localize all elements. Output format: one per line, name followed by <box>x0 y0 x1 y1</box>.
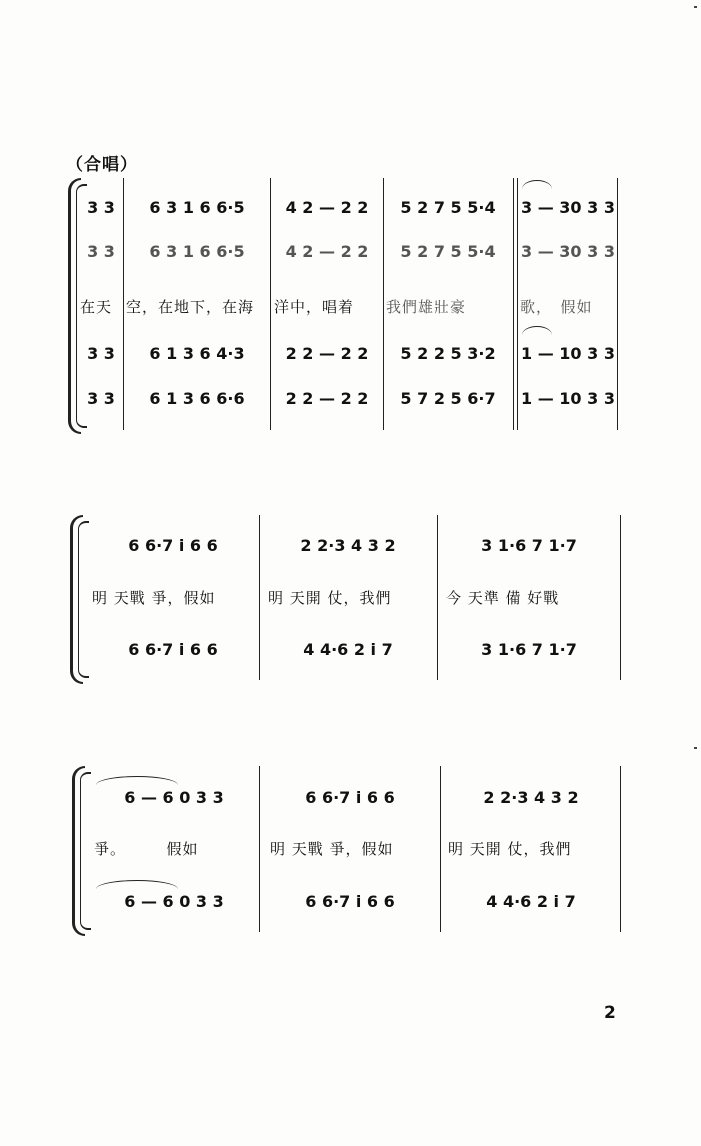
measure: 4 2 — 2 2 <box>285 197 369 217</box>
barline <box>270 178 271 430</box>
barline <box>517 178 518 430</box>
lyric-measure: 在天 <box>80 297 113 316</box>
lyric-measure: 明 天開 仗，我們 <box>268 588 392 607</box>
measure: 3 3 <box>87 343 115 363</box>
measure: 3 3 <box>87 197 115 217</box>
measure: 4 2 — 2 2 <box>285 241 369 261</box>
barline <box>620 766 621 932</box>
barline <box>259 515 260 680</box>
measure: 3 — 30 3 3 <box>521 241 615 261</box>
measure: 3 3 <box>87 388 115 408</box>
lyric-measure: 明 天戰 爭，假如 <box>92 588 216 607</box>
tie <box>522 326 552 335</box>
measure: 4 4·6 2 i 7 <box>486 891 576 911</box>
measure: 6 6·7 i 6 6 <box>305 787 395 807</box>
measure: 2 2·3 4 3 2 <box>300 535 396 555</box>
measure: 3 3 <box>87 241 115 261</box>
title: （合唱） <box>66 155 138 175</box>
scan-mark <box>694 6 697 8</box>
measure: 2 2·3 4 3 2 <box>483 787 579 807</box>
page-number: 2 <box>604 1003 616 1023</box>
lyric-measure: 我們雄壯豪 <box>386 297 467 316</box>
barline <box>440 766 441 932</box>
measure: 6 1 3 6 4·3 <box>149 343 245 363</box>
lyric-measure: 洋中，唱着 <box>274 297 355 316</box>
measure: 1 — 10 3 3 <box>521 388 615 408</box>
barline <box>123 178 124 430</box>
measure: 6 6·7 i 6 6 <box>128 535 218 555</box>
barline <box>617 178 618 430</box>
measure: 6 — 6 0 3 3 <box>124 787 224 807</box>
measure: 5 2 7 5 5·4 <box>400 241 496 261</box>
measure: 6 6·7 i 6 6 <box>305 891 395 911</box>
measure: 6 1 3 6 6·6 <box>149 388 245 408</box>
barline <box>437 515 438 680</box>
measure: 6 — 6 0 3 3 <box>124 891 224 911</box>
lyric-measure: 明 天開 仗，我們 <box>448 839 572 858</box>
measure: 3 1·6 7 1·7 <box>481 639 577 659</box>
measure: 2 2 — 2 2 <box>285 343 369 363</box>
barline <box>259 766 260 932</box>
lyric-measure: 歌， 假如 <box>520 297 593 316</box>
measure: 4 4·6 2 i 7 <box>303 639 393 659</box>
system-3-inner-brace <box>80 772 91 930</box>
measure: 3 1·6 7 1·7 <box>481 535 577 555</box>
measure: 5 2 7 5 5·4 <box>400 197 496 217</box>
lyric-measure: 空，在地下，在海 <box>126 297 255 316</box>
system-2-inner-brace <box>78 521 89 678</box>
measure: 6 6·7 i 6 6 <box>128 639 218 659</box>
barline <box>513 178 514 430</box>
lyric-measure: 今 天準 備 好戰 <box>446 588 560 607</box>
measure: 5 7 2 5 6·7 <box>400 388 496 408</box>
scan-mark <box>694 747 697 749</box>
lyric-measure: 明 天戰 爭，假如 <box>270 839 394 858</box>
barline <box>383 178 384 430</box>
lyric-measure: 爭。 假如 <box>94 839 199 858</box>
measure: 3 — 30 3 3 <box>521 197 615 217</box>
measure: 5 2 2 5 3·2 <box>400 343 496 363</box>
tie <box>522 180 552 189</box>
measure: 6 3 1 6 6·5 <box>149 197 245 217</box>
measure: 6 3 1 6 6·5 <box>149 241 245 261</box>
measure: 1 — 10 3 3 <box>521 343 615 363</box>
barline <box>620 515 621 680</box>
measure: 2 2 — 2 2 <box>285 388 369 408</box>
